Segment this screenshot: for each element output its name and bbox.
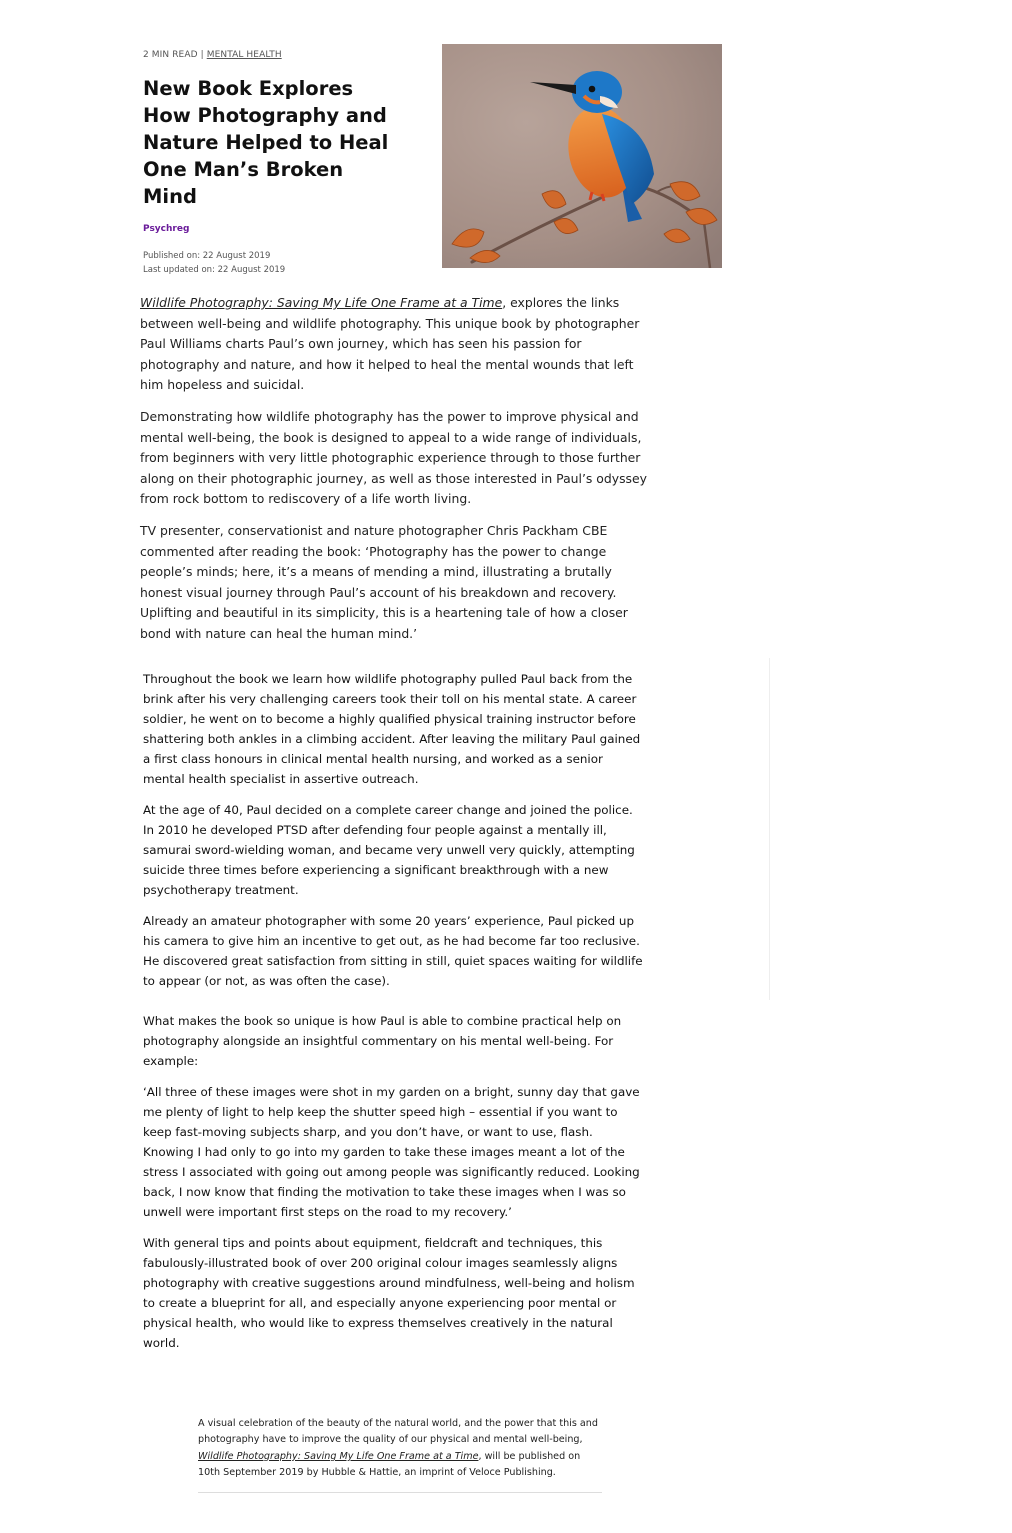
category-link[interactable]: MENTAL HEALTH — [206, 50, 282, 60]
published-date: Published on: 22 August 2019 — [143, 251, 271, 261]
read-time: 2 MIN READ — [143, 50, 198, 60]
column-divider — [769, 658, 770, 1000]
paragraph-9: With general tips and points about equipment, fieldcraft and techniques, this fabulously-illustrated book of over 200 original colour images seamlessly aligns photography with creative suggestions around mindfulness, well-being and holism to create a blueprint for all, and especially anyone experiencing poor mental or physical health, who would like to express themselves creatively in the natural world. — [143, 1236, 635, 1350]
paragraph-1 — [140, 293, 652, 396]
book-note-intro: A visual celebration of the beauty of the natural world, and the power that this and photography have to improve the quality of our physical and mental well-being, — [198, 1418, 598, 1446]
paragraph-3: TV presenter, conservationist and nature photographer Chris Packham CBE commented after reading the book: ‘Photography has the power to change people’s minds; here, it’s a means of mending a mind, illustrating a brutally honest visual journey through Paul’s account of his breakdown and recovery. Uplifting and beautiful in its simplicity, this is a heartening tale of how a closer bond with nature can heal the human mind.’ — [140, 522, 628, 641]
article-body-intro — [140, 293, 652, 656]
book-note-title-link[interactable]: Wildlife Photography: Saving My Life One Frame at a Time — [198, 1450, 479, 1462]
hero-image — [442, 44, 722, 268]
book-note — [198, 1416, 602, 1482]
paragraph-5: At the age of 40, Paul decided on a complete career change and joined the police. In 2010 he developed PTSD after defending four people against a mentally ill, samurai sword-wielding woman, and became very unwell very quickly, attempting suicide three times before experiencing a significant breakthrough with a new psychotherapy treatment. — [143, 803, 635, 897]
article-title: New Book Explores How Photography and Nature Helped to Heal One Man’s Broken Mind — [143, 77, 389, 208]
article-body-main — [143, 669, 643, 1364]
paragraph-2: Demonstrating how wildlife photography has the power to improve physical and mental well-being, the book is designed to appeal to a wide range of individuals, from beginners with very little photographic experience through to those further along on their photographic journey, as well as those interested in Paul’s odyssey from rock bottom to rediscovery of a life worth living. — [140, 408, 647, 507]
paragraph-6: Already an amateur photographer with some 20 years’ experience, Paul picked up his camera to give him an incentive to get out, as he had become far too reclusive. He discovered great satisfaction from sitting in still, quiet spaces waiting for wildlife to appear (or not, as was often the case). — [143, 914, 643, 988]
article-meta — [143, 50, 413, 60]
author-link[interactable]: Psychreg — [143, 224, 190, 234]
footer-divider — [198, 1492, 602, 1493]
book-title-link[interactable]: Wildlife Photography: Saving My Life One Frame at a Time — [140, 295, 503, 310]
book-note-rest: , will be published on 10th September 2019 by Hubble & Hattie, an imprint of Veloce Publishing. — [198, 1450, 581, 1479]
article-header — [143, 50, 413, 277]
updated-date: Last updated on: 22 August 2019 — [143, 265, 286, 275]
paragraph-1-text: , explores the links between well-being and wildlife photography. This unique book by photographer Paul Williams charts Paul’s own journey, which has seen his passion for photography and nature, and how it helped to heal the mental wounds that left him hopeless and suicidal. — [140, 295, 640, 393]
article-dates — [143, 249, 413, 277]
paragraph-8: ‘All three of these images were shot in my garden on a bright, sunny day that gave me plenty of light to help keep the shutter speed high – essential if you want to keep fast-moving subjects sharp, and you don’t have, or want to use, flash. Knowing I had only to go into my garden to take these images meant a lot of the stress I associated with going out among people was significantly reduced. Looking back, I now know that finding the motivation to take these images when I was so unwell were important first steps on the road to my recovery.’ — [143, 1085, 640, 1219]
kingfisher-illustration — [442, 44, 722, 268]
paragraph-4: Throughout the book we learn how wildlife photography pulled Paul back from the brink after his very challenging careers took their toll on his mental state. A career soldier, he went on to become a highly qualified physical training instructor before shattering both ankles in a climbing accident. After leaving the military Paul gained a first class honours in clinical mental health nursing, and worked as a senior mental health specialist in assertive outreach. — [143, 672, 641, 786]
meta-separator: | — [200, 50, 204, 60]
paragraph-7: What makes the book so unique is how Paul is able to combine practical help on photography alongside an insightful commentary on his mental well-being. For example: — [143, 1014, 622, 1068]
